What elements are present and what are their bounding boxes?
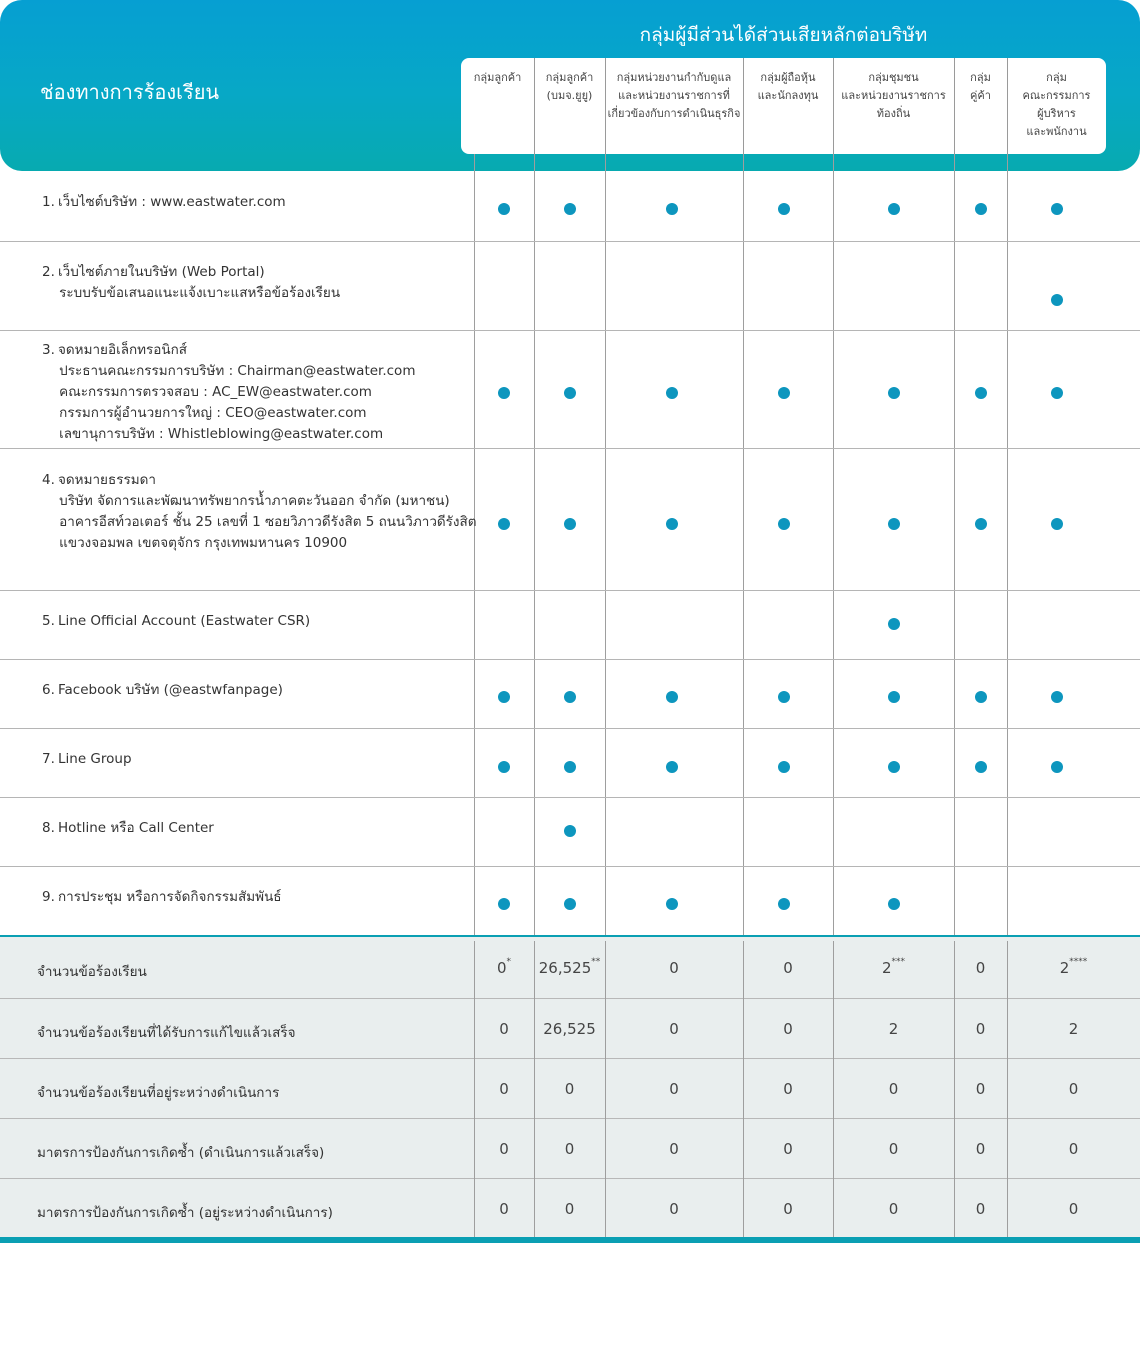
channel-row-label bbox=[42, 470, 477, 554]
footnote-mark: * bbox=[506, 957, 512, 967]
channel-dot-icon bbox=[778, 203, 790, 215]
column-divider bbox=[605, 154, 606, 935]
stat-number: 0 bbox=[669, 1140, 679, 1158]
channel-dot-icon bbox=[1051, 691, 1063, 703]
channel-dot-icon bbox=[778, 898, 790, 910]
stat-number: 0 bbox=[975, 1200, 986, 1218]
row-divider bbox=[0, 866, 1140, 867]
stat-number: 0 bbox=[499, 1080, 509, 1098]
stats-bottom-bar bbox=[0, 1237, 1140, 1243]
stat-number: 0 bbox=[888, 1200, 899, 1218]
channel-dot-icon bbox=[498, 898, 510, 910]
stat-column-divider bbox=[474, 941, 475, 1237]
stat-number: 0 bbox=[499, 1140, 509, 1158]
stat-value bbox=[849, 1080, 939, 1098]
stat-number: 0 bbox=[496, 959, 507, 977]
stat-number: 0 bbox=[564, 1080, 575, 1098]
channel-dot-icon bbox=[564, 761, 576, 773]
row-number: 7. bbox=[42, 751, 55, 767]
channel-dot-icon bbox=[666, 518, 678, 530]
stat-number: 0 bbox=[564, 1200, 575, 1218]
stat-number: 0 bbox=[783, 1080, 793, 1098]
channel-dot-icon bbox=[778, 691, 790, 703]
row-text: จดหมายอิเล็กทรอนิกส์ ประธานคณะกรรมการบริษัท : Chairman@eastwater.com คณะกรรมการตรวจสอบ : AC_EW@eastwater.com กรรมการผู้อำนวยการใหญ่ : CEO@eastwater.com เลขานุการบริษัท : Whistleblowing@eastwater.com bbox=[58, 342, 416, 442]
row-number: 6. bbox=[42, 682, 55, 698]
channel-dot-icon bbox=[498, 518, 510, 530]
header-divider bbox=[833, 58, 834, 154]
header-divider bbox=[605, 58, 606, 154]
stat-column-divider bbox=[954, 941, 955, 1237]
channel-dot-icon bbox=[498, 387, 510, 399]
stat-divider bbox=[0, 1058, 1140, 1059]
row-divider bbox=[0, 797, 1140, 798]
channel-dot-icon bbox=[498, 761, 510, 773]
column-divider bbox=[833, 154, 834, 935]
channel-dot-icon bbox=[975, 518, 987, 530]
row-divider bbox=[0, 241, 1140, 242]
stat-number: 0 bbox=[975, 959, 986, 977]
channel-dot-icon bbox=[564, 898, 576, 910]
stat-value bbox=[936, 1080, 1026, 1098]
row-number: 3. bbox=[42, 342, 55, 358]
channel-dot-icon bbox=[1051, 761, 1063, 773]
stat-divider bbox=[0, 998, 1140, 999]
channel-dot-icon bbox=[498, 203, 510, 215]
stat-number: 0 bbox=[783, 1200, 793, 1218]
stat-value bbox=[849, 959, 939, 977]
column-header-6: กลุ่ม คู่ค้า bbox=[970, 71, 991, 102]
row-text: เว็บไซต์บริษัท : www.eastwater.com bbox=[58, 194, 286, 210]
stat-number: 26,525 bbox=[543, 1020, 596, 1038]
stat-value bbox=[936, 1020, 1026, 1038]
channel-dot-icon bbox=[778, 761, 790, 773]
row-divider bbox=[0, 448, 1140, 449]
stat-value bbox=[525, 1140, 615, 1158]
channel-dot-icon bbox=[888, 518, 900, 530]
stat-value bbox=[743, 959, 833, 977]
stat-value bbox=[629, 1080, 719, 1098]
stat-value bbox=[629, 959, 719, 977]
channel-dot-icon bbox=[778, 518, 790, 530]
stat-value bbox=[629, 1020, 719, 1038]
row-divider bbox=[0, 728, 1140, 729]
stat-value bbox=[936, 1140, 1026, 1158]
stat-value bbox=[936, 959, 1026, 977]
stat-number: 0 bbox=[783, 1020, 793, 1038]
stat-value bbox=[1029, 1020, 1119, 1038]
channel-dot-icon bbox=[666, 203, 678, 215]
header-divider bbox=[954, 58, 955, 154]
stat-value bbox=[629, 1140, 719, 1158]
stat-number: 0 bbox=[783, 1140, 793, 1158]
column-header-4: กลุ่มผู้ถือหุ้น และนักลงทุน bbox=[757, 71, 819, 102]
row-divider bbox=[0, 330, 1140, 331]
column-divider bbox=[743, 154, 744, 935]
stat-number: 0 bbox=[975, 1080, 986, 1098]
row-text: Line Official Account (Eastwater CSR) bbox=[58, 613, 311, 629]
channel-dot-icon bbox=[1051, 387, 1063, 399]
header-divider bbox=[743, 58, 744, 154]
column-header-7: กลุ่ม คณะกรรมการ ผู้บริหาร และพนักงาน bbox=[1022, 71, 1091, 138]
row-number: 1. bbox=[42, 194, 55, 210]
row-text: Facebook บริษัท (@eastwfanpage) bbox=[58, 682, 283, 698]
stat-label: มาตรการป้องกันการเกิดซ้ำ (อยู่ระหว่างดำเนินการ) bbox=[37, 1205, 333, 1221]
row-number: 5. bbox=[42, 613, 55, 629]
stat-value bbox=[849, 1140, 939, 1158]
stat-value bbox=[525, 1020, 615, 1038]
stat-label: มาตรการป้องกันการเกิดซ้ำ (ดำเนินการแล้วเสร็จ) bbox=[37, 1145, 325, 1161]
channel-dot-icon bbox=[888, 898, 900, 910]
stat-number: 2 bbox=[888, 1020, 899, 1038]
stat-value bbox=[849, 1020, 939, 1038]
stat-number: 2 bbox=[1068, 1020, 1079, 1038]
stat-number: 0 bbox=[669, 1200, 679, 1218]
channel-dot-icon bbox=[1051, 294, 1063, 306]
stat-column-divider bbox=[1007, 941, 1008, 1237]
stat-value bbox=[1029, 1200, 1119, 1218]
channel-dot-icon bbox=[498, 691, 510, 703]
channel-dot-icon bbox=[666, 898, 678, 910]
stat-number: 0 bbox=[669, 1080, 679, 1098]
channel-dot-icon bbox=[975, 203, 987, 215]
stakeholder-group-title: กลุ่มผู้มีส่วนได้ส่วนเสียหลักต่อบริษัท bbox=[639, 24, 928, 46]
stat-value bbox=[1029, 959, 1119, 977]
header-divider bbox=[1007, 58, 1008, 154]
stat-label: จำนวนข้อร้องเรียนที่อยู่ระหว่างดำเนินการ bbox=[37, 1085, 280, 1101]
column-divider bbox=[954, 154, 955, 935]
channel-row-label bbox=[42, 680, 283, 701]
channel-row-label bbox=[42, 262, 340, 304]
stat-value bbox=[1029, 1140, 1119, 1158]
row-text: Hotline หรือ Call Center bbox=[58, 820, 214, 836]
stat-number: 0 bbox=[888, 1080, 899, 1098]
row-divider bbox=[0, 659, 1140, 660]
column-header-2: กลุ่มลูกค้า (บมจ.ยูยู) bbox=[545, 71, 594, 102]
channel-dot-icon bbox=[666, 691, 678, 703]
stat-value bbox=[525, 1200, 615, 1218]
channel-row-label bbox=[42, 192, 286, 213]
column-header-3: กลุ่มหน่วยงานกำกับดูแล และหน่วยงานราชการที่ เกี่ยวข้องกับการดำเนินธุรกิจ bbox=[607, 71, 741, 120]
row-number: 8. bbox=[42, 820, 55, 836]
column-header-5: กลุ่มชุมชน และหน่วยงานราชการ ท้องถิ่น bbox=[841, 71, 946, 120]
stat-value bbox=[629, 1200, 719, 1218]
stat-value bbox=[743, 1200, 833, 1218]
stat-column-divider bbox=[534, 941, 535, 1237]
channel-row-label bbox=[42, 611, 310, 632]
channel-dot-icon bbox=[888, 618, 900, 630]
stat-number: 0 bbox=[499, 1020, 509, 1038]
channel-dot-icon bbox=[564, 825, 576, 837]
stat-value bbox=[1029, 1080, 1119, 1098]
stat-number: 0 bbox=[1068, 1080, 1079, 1098]
channel-row-label bbox=[42, 887, 282, 908]
row-text: เว็บไซต์ภายในบริษัท (Web Portal) ระบบรับข้อเสนอแนะแจ้งเบาะแสหรือข้อร้องเรียน bbox=[58, 264, 341, 301]
stat-number: 0 bbox=[499, 1200, 509, 1218]
footnote-mark: **** bbox=[1069, 957, 1088, 967]
channel-dot-icon bbox=[564, 518, 576, 530]
row-text: การประชุม หรือการจัดกิจกรรมสัมพันธ์ bbox=[58, 889, 282, 905]
channel-row-label bbox=[42, 340, 415, 445]
stat-column-divider bbox=[743, 941, 744, 1237]
stat-number: 2 bbox=[1059, 959, 1070, 977]
row-number: 9. bbox=[42, 889, 55, 905]
channel-dot-icon bbox=[975, 691, 987, 703]
stat-label: จำนวนข้อร้องเรียน bbox=[37, 964, 147, 980]
stat-number: 0 bbox=[1068, 1140, 1079, 1158]
stat-number: 0 bbox=[975, 1140, 986, 1158]
stat-number: 0 bbox=[975, 1020, 986, 1038]
stat-value bbox=[525, 1080, 615, 1098]
stat-value bbox=[936, 1200, 1026, 1218]
channel-row-label bbox=[42, 749, 132, 770]
channel-dot-icon bbox=[888, 203, 900, 215]
column-divider bbox=[534, 154, 535, 935]
footnote-mark: *** bbox=[891, 957, 906, 967]
footnote-mark: ** bbox=[591, 957, 601, 967]
row-divider bbox=[0, 590, 1140, 591]
channel-dot-icon bbox=[888, 387, 900, 399]
stat-value bbox=[743, 1080, 833, 1098]
row-text: จดหมายธรรมดา บริษัท จัดการและพัฒนาทรัพยากรน้ำภาคตะวันออก จำกัด (มหาชน) อาคารอีสท์วอเตอร์ ชั้น 25 เลขที่ 1 ซอยวิภาวดีรังสิต 5 ถนนวิภาวดีรังสิต แขวงจอมพล เขตจตุจักร กรุงเทพมหานคร 10900 bbox=[58, 472, 477, 551]
stat-number: 0 bbox=[783, 959, 793, 977]
stat-divider bbox=[0, 1118, 1140, 1119]
channel-dot-icon bbox=[888, 691, 900, 703]
stat-number: 0 bbox=[888, 1140, 899, 1158]
channel-dot-icon bbox=[564, 387, 576, 399]
channel-column-title: ช่องทางการร้องเรียน bbox=[40, 80, 220, 104]
header-divider bbox=[534, 58, 535, 154]
channel-dot-icon bbox=[1051, 518, 1063, 530]
stat-number: 0 bbox=[669, 959, 679, 977]
stat-number: 2 bbox=[881, 959, 892, 977]
stat-column-divider bbox=[833, 941, 834, 1237]
channel-dot-icon bbox=[778, 387, 790, 399]
channel-dot-icon bbox=[975, 761, 987, 773]
channel-dot-icon bbox=[888, 761, 900, 773]
column-header-1: กลุ่มลูกค้า bbox=[473, 71, 522, 84]
stat-number: 0 bbox=[564, 1140, 575, 1158]
stat-number: 26,525 bbox=[538, 959, 592, 977]
stat-divider bbox=[0, 1178, 1140, 1179]
channel-row-label bbox=[42, 818, 214, 839]
channel-dot-icon bbox=[666, 387, 678, 399]
channel-dot-icon bbox=[564, 203, 576, 215]
channel-dot-icon bbox=[666, 761, 678, 773]
stat-value bbox=[743, 1140, 833, 1158]
stat-value bbox=[743, 1020, 833, 1038]
row-text: Line Group bbox=[58, 751, 132, 767]
stat-value bbox=[525, 959, 615, 977]
channel-dot-icon bbox=[1051, 203, 1063, 215]
column-divider bbox=[1007, 154, 1008, 935]
row-number: 4. bbox=[42, 472, 55, 488]
stat-number: 0 bbox=[669, 1020, 679, 1038]
stat-value bbox=[849, 1200, 939, 1218]
stat-label: จำนวนข้อร้องเรียนที่ได้รับการแก้ไขแล้วเสร็จ bbox=[37, 1025, 296, 1041]
channel-dot-icon bbox=[975, 387, 987, 399]
row-number: 2. bbox=[42, 264, 55, 280]
channel-dot-icon bbox=[564, 691, 576, 703]
stat-number: 0 bbox=[1068, 1200, 1079, 1218]
stat-column-divider bbox=[605, 941, 606, 1237]
